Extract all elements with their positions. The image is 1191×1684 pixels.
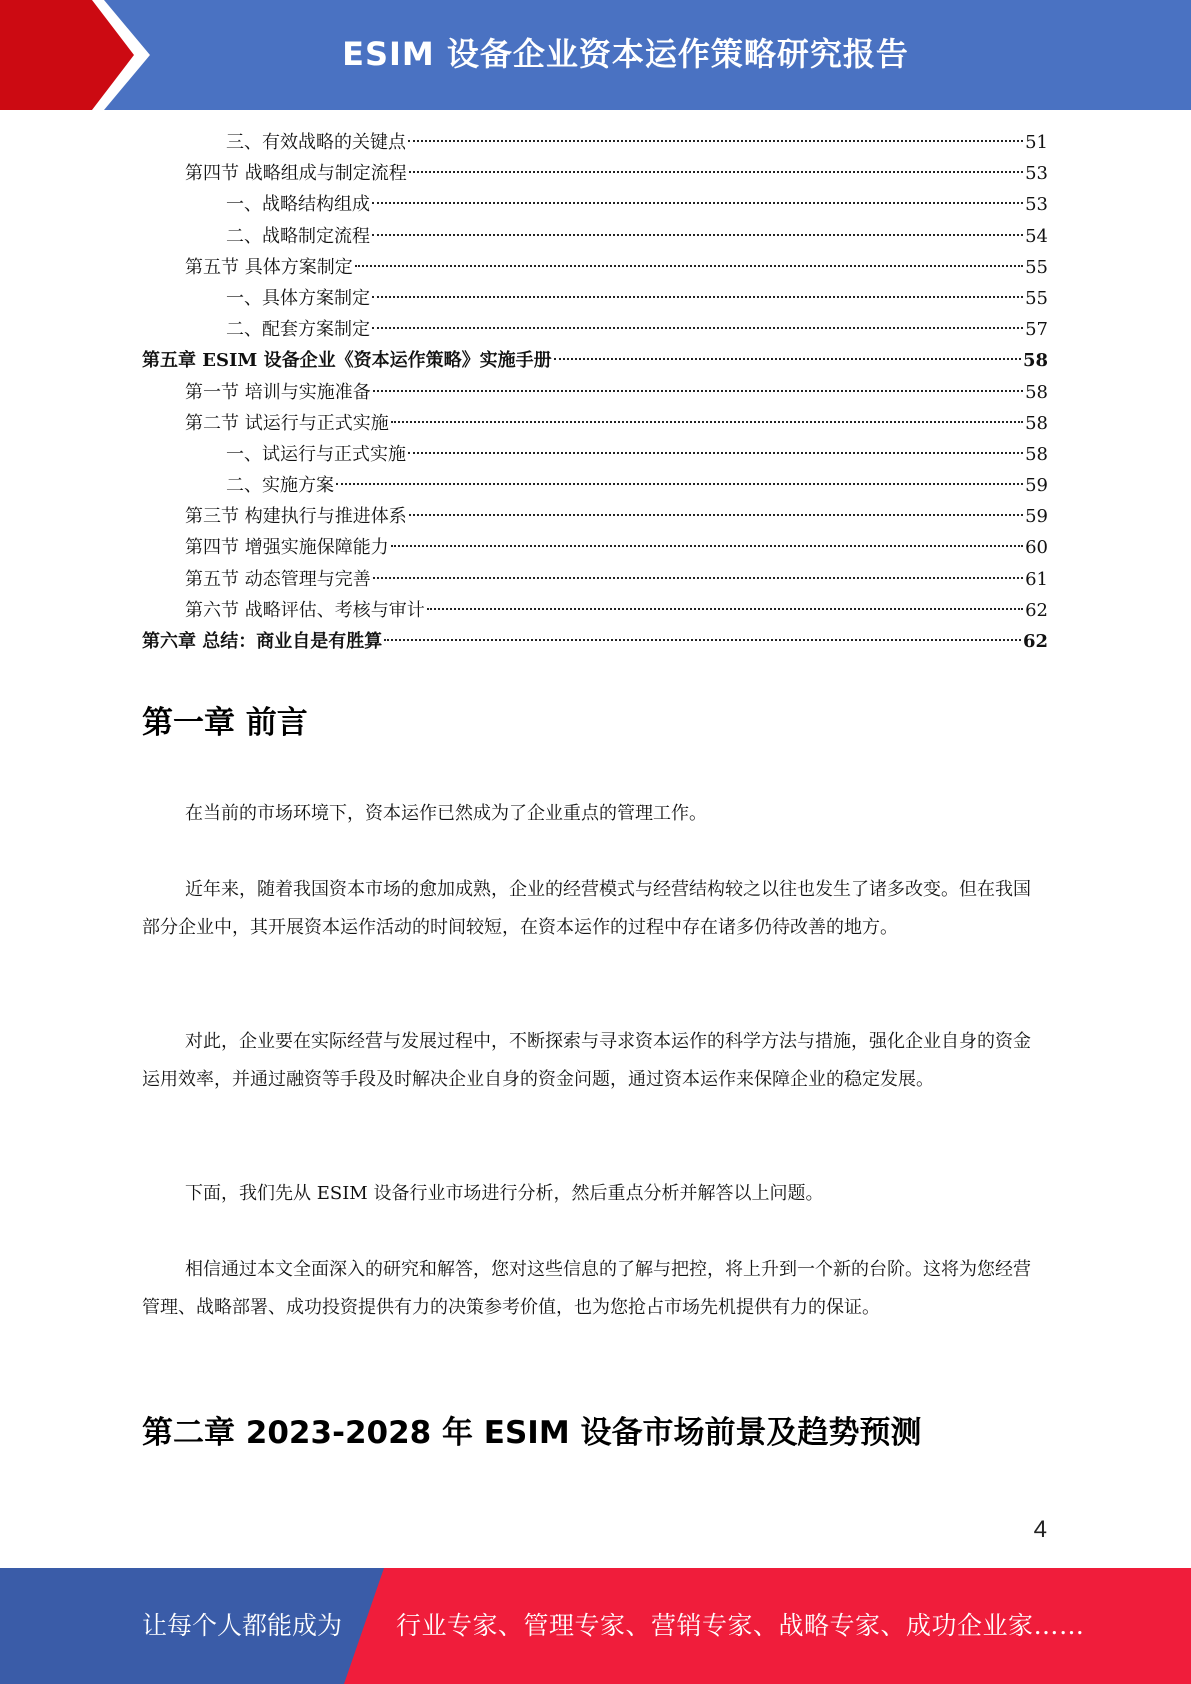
toc-entry-label: 二、实施方案 [226,475,334,497]
toc-entry-label: 第二节 试运行与正式实施 [185,412,389,434]
toc-entry[interactable] [142,377,1048,408]
toc-entry[interactable] [142,501,1048,532]
toc-entry-label: 三、有效战略的关键点 [226,132,406,153]
toc-page-number: 60 [1025,537,1048,559]
toc-entry[interactable] [142,252,1048,283]
toc-entry[interactable] [142,626,1048,657]
toc-page-number: 55 [1025,287,1048,309]
toc-page-number: 58 [1022,350,1048,372]
toc-page-number: 55 [1025,256,1048,278]
toc-entry-label: 一、试运行与正式实施 [226,443,406,465]
toc-dot-leader [554,358,1021,360]
toc-dot-leader [409,171,1023,173]
toc-entry-label: 一、战略结构组成 [226,194,370,216]
toc-page-number: 59 [1025,506,1048,528]
toc-entry[interactable] [142,283,1048,314]
page-footer [0,1568,1191,1684]
toc-entry-label: 二、配套方案制定 [226,319,370,341]
chapter-1-heading: 第一章 前言 [142,705,308,741]
toc-page-number: 62 [1025,599,1048,621]
toc-dot-leader [408,452,1023,454]
toc-page-number: 53 [1025,194,1048,216]
toc-dot-leader [372,327,1023,329]
toc-dot-leader [355,265,1023,267]
toc-entry[interactable] [142,470,1048,501]
toc-dot-leader [427,608,1023,610]
toc-entry-label: 第一节 培训与实施准备 [185,381,371,403]
toc-dot-leader [391,545,1023,547]
paragraph-2: 近年来，随着我国资本市场的愈加成熟，企业的经营模式与经营结构较之以往也发生了诸多改变。但在我国部分企业中，其开展资本运作活动的时间较短，在资本运作的过程中存在诸多仍待改善的地方。 [142,879,1031,938]
paragraph-3: 对此，企业要在实际经营与发展过程中，不断探索与寻求资本运作的科学方法与措施，强化企业自身的资金运用效率，并通过融资等手段及时解决企业自身的资金问题，通过资本运作来保障企业的稳定发展。 [142,1031,1031,1090]
toc-page-number: 57 [1025,319,1048,341]
toc-dot-leader [336,483,1023,485]
toc-page-number: 61 [1025,568,1048,590]
paragraph-4: 下面，我们先从 ESIM 设备行业市场进行分析，然后重点分析并解答以上问题。 [185,1183,824,1204]
toc-dot-leader [408,140,1023,142]
toc-entry[interactable] [142,595,1048,626]
toc-dot-leader [373,390,1023,392]
toc-entry[interactable] [142,189,1048,220]
toc-dot-leader [372,296,1023,298]
toc-dot-leader [373,577,1023,579]
toc-entry[interactable] [142,345,1048,376]
footer-slogan-left: 让每个人都能成为 [142,1611,343,1640]
page-header [0,0,1191,110]
toc-page-number: 58 [1025,381,1048,403]
toc-dot-leader [372,202,1023,204]
report-title: ESIM 设备企业资本运作策略研究报告 [342,35,909,73]
header-red-arrow [0,0,150,110]
toc-entry[interactable] [142,532,1048,563]
toc-entry-label: 第五节 具体方案制定 [185,256,353,278]
toc-entry-label: 第五节 动态管理与完善 [185,568,371,590]
toc-entry-label: 第六章 总结：商业自是有胜算 [142,631,383,652]
toc-entry-label: 第五章 ESIM 设备企业《资本运作策略》实施手册 [142,350,552,372]
toc-page-number: 53 [1025,163,1048,185]
paragraph-5: 相信通过本文全面深入的研究和解答，您对这些信息的了解与把控，将上升到一个新的台阶。这将为您经营管理、战略部署、成功投资提供有力的决策参考价值，也为您抢占市场先机提供有力的保证。 [142,1259,1031,1318]
paragraph-1: 在当前的市场环境下，资本运作已然成为了企业重点的管理工作。 [185,803,707,824]
toc-entry[interactable] [142,564,1048,595]
toc-entry[interactable] [142,221,1048,252]
chapter-2-heading: 第二章 2023-2028 年 ESIM 设备市场前景及趋势预测 [142,1415,922,1451]
toc-entry[interactable] [142,127,1048,158]
toc-page-number: 51 [1025,132,1048,153]
toc-page-number: 59 [1025,475,1048,497]
toc-dot-leader [409,514,1023,516]
toc-page-number: 62 [1022,631,1048,652]
toc-entry-label: 一、具体方案制定 [226,287,370,309]
toc-page-number: 58 [1025,443,1048,465]
toc-entry[interactable] [142,158,1048,189]
toc-entry-label: 二、战略制定流程 [226,225,370,247]
toc-entry[interactable] [142,314,1048,345]
toc-dot-leader [391,421,1023,423]
toc-entry[interactable] [142,408,1048,439]
toc-page-number: 54 [1025,225,1048,247]
toc-dot-leader [372,234,1023,236]
toc-entry[interactable] [142,439,1048,470]
toc-entry-label: 第四节 增强实施保障能力 [185,537,389,559]
page-number: 4 [1033,1516,1047,1543]
table-of-contents [142,127,1048,657]
toc-entry-label: 第六节 战略评估、考核与审计 [185,599,425,621]
toc-entry-label: 第三节 构建执行与推进体系 [185,506,407,528]
toc-dot-leader [384,639,1021,641]
toc-entry-label: 第四节 战略组成与制定流程 [185,163,407,185]
footer-slogan-right: 行业专家、管理专家、营销专家、战略专家、成功企业家…… [396,1611,1085,1640]
toc-page-number: 58 [1025,412,1048,434]
